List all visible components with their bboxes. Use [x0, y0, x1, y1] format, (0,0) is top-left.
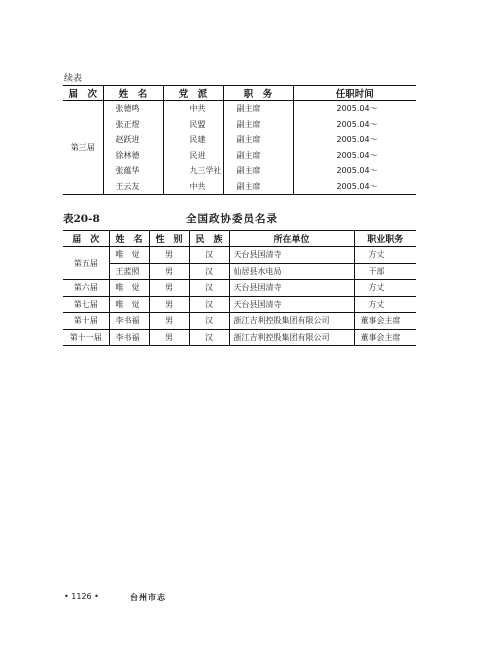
- table-row: [63, 280, 416, 297]
- table-row: [63, 263, 416, 280]
- ethnic-cell: 汉: [189, 247, 229, 264]
- col-header-date: 任职时间: [293, 86, 416, 101]
- table-title: 全国政协委员名录: [186, 213, 278, 225]
- date-cell: 2005.04～: [293, 179, 416, 195]
- table-row: [63, 117, 416, 133]
- unit-cell: 浙江吉利控股集团有限公司: [229, 313, 354, 330]
- table-row: [63, 179, 416, 195]
- date-cell: 2005.04～: [293, 132, 416, 148]
- table-row: [63, 148, 416, 164]
- post-cell: 副主席: [223, 101, 293, 117]
- table-row: [63, 296, 416, 313]
- unit-cell: 天台县国清寺: [229, 280, 354, 297]
- job-cell: 方丈: [354, 280, 416, 297]
- term-cell: 第七届: [63, 296, 109, 313]
- book-title: 台州市志: [130, 592, 166, 602]
- unit-cell: 浙江吉利控股集团有限公司: [229, 329, 354, 346]
- post-cell: 副主席: [223, 117, 293, 133]
- post-cell: 副主席: [223, 179, 293, 195]
- name-cell: 张正煜: [103, 117, 163, 133]
- party-cell: 中共: [163, 179, 223, 195]
- col-header-unit: 所在单位: [229, 231, 354, 247]
- table-row: [63, 101, 416, 117]
- table-number: 表20-8: [63, 213, 100, 225]
- sex-cell: 男: [149, 296, 189, 313]
- sex-cell: 男: [149, 263, 189, 280]
- page-number: • 1126 •: [64, 592, 99, 601]
- term-cell: 第十一届: [69, 332, 102, 342]
- term-cell: 第六届: [63, 280, 109, 297]
- post-cell: 副主席: [223, 163, 293, 179]
- name-cell: 唯 觉: [109, 280, 149, 297]
- name-cell: 赵跃进: [103, 132, 163, 148]
- post-cell: 副主席: [223, 148, 293, 164]
- unit-cell: 仙居县水电局: [229, 263, 354, 280]
- name-cell: 唯 觉: [109, 247, 149, 264]
- name-cell: 张蕴华: [103, 163, 163, 179]
- continued-label: 续表: [64, 74, 83, 84]
- unit-cell: 天台县国清寺: [229, 296, 354, 313]
- table-header-row: [63, 86, 416, 101]
- job-cell: 董事会主席: [354, 329, 416, 346]
- sex-cell: 男: [149, 247, 189, 264]
- cppcc-members-table: [63, 230, 416, 346]
- job-cell: 方丈: [354, 247, 416, 264]
- job-cell: 董事会主席: [354, 313, 416, 330]
- post-cell: 副主席: [223, 132, 293, 148]
- table-header-row: [63, 231, 416, 247]
- party-cell: 民盟: [163, 117, 223, 133]
- vice-chair-table: [63, 85, 416, 195]
- name-cell: 李书福: [109, 329, 149, 346]
- sex-cell: 男: [149, 313, 189, 330]
- ethnic-cell: 汉: [189, 280, 229, 297]
- unit-cell: 天台县国清寺: [229, 247, 354, 264]
- name-cell: 李书福: [109, 313, 149, 330]
- name-cell: 徐林德: [103, 148, 163, 164]
- job-cell: 干部: [354, 263, 416, 280]
- col-header-party: 党 派: [163, 86, 223, 101]
- col-header-name: 姓 名: [103, 86, 163, 101]
- ethnic-cell: 汉: [189, 296, 229, 313]
- term-cell: 第十届: [63, 313, 109, 330]
- term-cell: 第五届: [63, 247, 109, 280]
- sex-cell: 男: [149, 329, 189, 346]
- table-row: [63, 329, 416, 346]
- ethnic-cell: 汉: [189, 313, 229, 330]
- name-cell: 王云友: [103, 179, 163, 195]
- date-cell: 2005.04～: [293, 148, 416, 164]
- date-cell: 2005.04～: [293, 117, 416, 133]
- name-cell: 唯 觉: [109, 296, 149, 313]
- table-row: [63, 247, 416, 264]
- ethnic-cell: 汉: [189, 329, 229, 346]
- table-row: [63, 313, 416, 330]
- party-cell: 民建: [163, 132, 223, 148]
- table-row: [63, 163, 416, 179]
- table-row: [63, 132, 416, 148]
- party-cell: 中共: [163, 101, 223, 117]
- term-cell: 第三届: [70, 143, 95, 152]
- name-cell: 张德鸣: [103, 101, 163, 117]
- job-cell: 方丈: [354, 296, 416, 313]
- ethnic-cell: 汉: [189, 263, 229, 280]
- date-cell: 2005.04～: [293, 101, 416, 117]
- col-header-term: 届 次: [63, 86, 103, 101]
- col-header-post: 职 务: [223, 86, 293, 101]
- name-cell: 王蓝照: [109, 263, 149, 280]
- party-cell: 九三学社: [163, 163, 223, 179]
- col-header-ethnic: 民 族: [189, 231, 229, 247]
- col-header-sex: 性 别: [149, 231, 189, 247]
- sex-cell: 男: [149, 280, 189, 297]
- date-cell: 2005.04～: [293, 163, 416, 179]
- col-header-job: 职业职务: [354, 231, 416, 247]
- party-cell: 民进: [163, 148, 223, 164]
- col-header-term: 届 次: [63, 231, 109, 247]
- col-header-name: 姓 名: [109, 231, 149, 247]
